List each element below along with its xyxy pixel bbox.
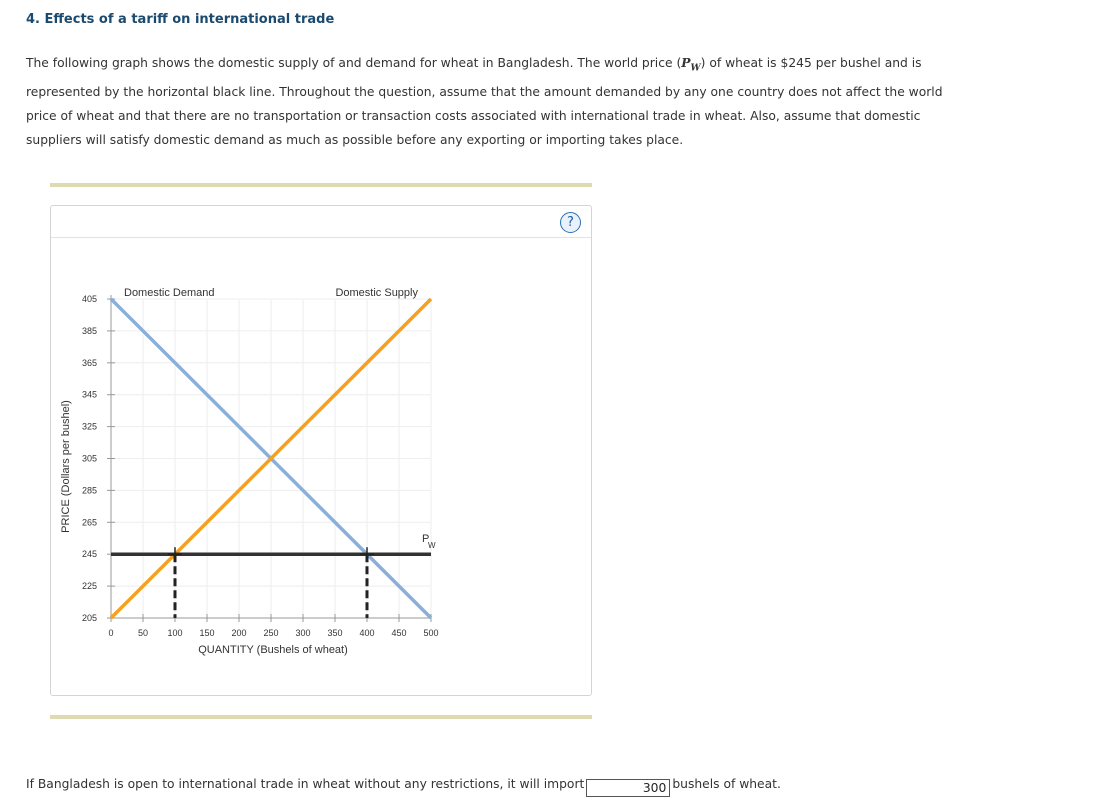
y-tick-label-265: 265 xyxy=(81,517,97,528)
world-price-symbol xyxy=(681,55,701,74)
import-answer-field[interactable]: 300 xyxy=(586,779,670,797)
help-icon[interactable]: ? xyxy=(560,212,581,233)
supply-demand-chart xyxy=(51,206,591,695)
x-tick-label-50: 50 xyxy=(137,628,149,638)
x-axis-title: QUANTITY (Bushels of wheat) xyxy=(198,644,348,656)
y-tick-label-245: 245 xyxy=(81,549,97,560)
graph-panel xyxy=(50,205,592,696)
question-sentence xyxy=(26,777,781,797)
x-tick-label-250: 250 xyxy=(263,628,279,638)
y-tick-label-365: 365 xyxy=(81,357,97,368)
y-tick-label-285: 285 xyxy=(81,485,97,496)
domestic-supply-label: Domestic Supply xyxy=(335,287,418,299)
x-tick-label-500: 500 xyxy=(423,628,439,638)
x-tick-label-0: 0 xyxy=(108,628,114,638)
x-tick-label-150: 150 xyxy=(199,628,215,638)
world-price-label: P xyxy=(422,533,430,546)
bottom-divider xyxy=(50,715,592,719)
domestic-demand-label: Domestic Demand xyxy=(124,287,215,299)
world-price-symbol-sub: W xyxy=(690,63,701,74)
y-axis-title: PRICE (Dollars per bushel) xyxy=(60,400,72,533)
y-tick-label-405: 405 xyxy=(81,294,97,304)
intro-text-part1: The following graph shows the domestic supply of and demand for wheat in Bangladesh. The world price ( xyxy=(26,56,682,70)
chart-labels xyxy=(60,287,439,656)
x-tick-label-450: 450 xyxy=(391,628,407,638)
y-tick-label-345: 345 xyxy=(81,389,97,400)
x-tick-label-200: 200 xyxy=(231,628,247,638)
intro-paragraph xyxy=(26,51,946,152)
y-tick-label-225: 225 xyxy=(81,581,97,592)
y-tick-label-305: 305 xyxy=(81,453,97,464)
y-tick-label-205: 205 xyxy=(81,613,97,623)
x-tick-label-300: 300 xyxy=(295,628,311,638)
question-text-after: bushels of wheat. xyxy=(672,777,781,791)
x-tick-label-350: 350 xyxy=(327,628,343,638)
y-tick-label-385: 385 xyxy=(81,325,97,336)
intro-text-part2: ) of wheat is $245 per bushel and is represented by the horizontal black line. Throughout the question, assume that the amount demanded by any one country does not affect the world price of wheat and that there are no transportation or transaction costs associated with international trade in wheat. Also, assume that domestic suppliers will satisfy domestic demand as much as possible before any exporting or importing takes place. xyxy=(26,56,943,148)
top-divider xyxy=(50,183,592,187)
world-price-symbol-main: P xyxy=(681,55,691,70)
world-price-label-sub: W xyxy=(428,541,436,551)
x-tick-label-100: 100 xyxy=(167,628,183,638)
y-tick-label-325: 325 xyxy=(81,421,97,432)
question-text-before: If Bangladesh is open to international trade in wheat without any restrictions, it will import xyxy=(26,777,585,791)
question-title: 4. Effects of a tariff on international trade xyxy=(26,12,335,27)
x-tick-label-400: 400 xyxy=(359,628,375,638)
